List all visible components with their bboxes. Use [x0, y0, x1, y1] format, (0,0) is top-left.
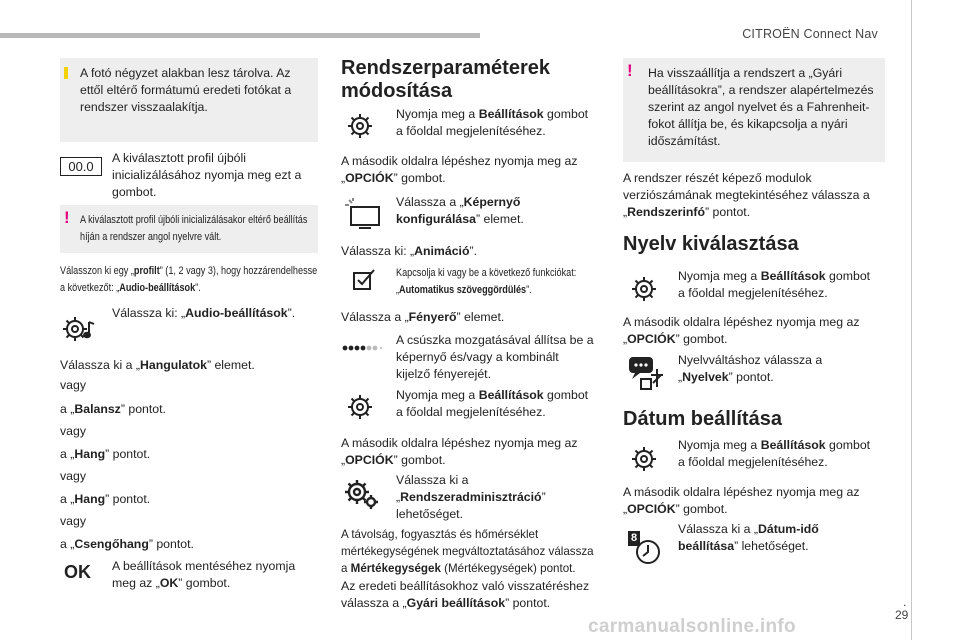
running-header: CITROËN Connect Nav	[742, 27, 878, 41]
slider-text: A csúszka mozgatásával állítsa be a képernyő és/vagy a kombinált kijelző fényerejét.	[396, 333, 594, 381]
clock-icon	[632, 536, 664, 566]
factory-warning-note	[623, 58, 885, 162]
choose-profile-text: Válasszon ki egy „profilt” (1, 2 vagy 3), hogy hozzárendelhesse a következőt: „Audio-beállítások”.	[60, 265, 318, 294]
animation-text: Válassza ki: „Animáció”.	[341, 244, 477, 258]
audio-text: Válassza ki: „Audio-beállítások”.	[112, 306, 296, 320]
settings-text-2: Nyomja meg a Beállítások gombot a főoldal megjelenítéséhez.	[396, 388, 589, 419]
audio-settings-icon	[60, 314, 98, 344]
modules-text: A rendszer részét képező modulok verziószámának megtekintéséhez válassza a „Rendszerinfó” pontot.	[623, 171, 870, 219]
brightness-slider-icon	[342, 343, 382, 353]
sound-text-1: a „Hang” pontot.	[60, 447, 151, 461]
warning-note	[60, 205, 318, 253]
or-4: vagy	[60, 514, 86, 528]
side-rule	[911, 0, 912, 640]
section-title-date: Dátum beállítása	[623, 408, 782, 430]
watermark: carmanualsonline.info	[588, 616, 796, 637]
settings-text-4: Nyomja meg a Beállítások gombot a főoldal megjelenítéséhez.	[678, 438, 871, 469]
warning-icon: !	[64, 208, 70, 227]
settings-gear-icon-4	[627, 444, 661, 474]
page-dot: .	[903, 595, 907, 609]
or-2: vagy	[60, 424, 86, 438]
balance-text: a „Balansz” pontot.	[60, 402, 166, 416]
or-3: vagy	[60, 469, 86, 483]
system-admin-text: Válassza ki a „Rendszeradminisztráció” lehetőséget.	[396, 473, 546, 521]
reset-text: A kiválasztott profil újbóli inicializálásához nyomja meg ezt a gombot.	[112, 151, 302, 199]
info-note	[60, 58, 318, 142]
ok-text: A beállítások mentéséhez nyomja meg az „OK” gombot.	[112, 559, 296, 590]
language-text: Nyelvváltáshoz válassza a „Nyelvek” pontot.	[678, 353, 823, 384]
warning-text: A kiválasztott profil újbóli inicializálásakor eltérő beállítás híján a rendszer angol nyelvre vált.	[80, 214, 308, 243]
section-title-language: Nyelv kiválasztása	[623, 233, 799, 255]
factory-warning-text: Ha visszaállítja a rendszert a „Gyári beállításokra”, a rendszer alapértelmezés szerint az angol nyelvet és a Fahrenheit-fokot állítja be, és kikapcsolja a nyári időszámítást.	[648, 66, 874, 148]
language-icon	[627, 355, 667, 391]
settings-gear-icon-3	[627, 274, 661, 304]
checkbox-icon	[352, 268, 378, 292]
mood-text: Válassza ki a „Hangulatok” elemet.	[60, 358, 255, 372]
or-1: vagy	[60, 378, 86, 392]
top-rule	[0, 33, 480, 38]
second-page-text-2: A második oldalra lépéshez nyomja meg az „OPCIÓK” gombot.	[341, 436, 578, 467]
reset-code-icon: 00.0	[60, 157, 102, 176]
screen-config-icon	[343, 197, 383, 231]
info-bar-icon	[64, 67, 68, 79]
screen-config-text: Válassza a „Képernyő konfigurálása” elemet.	[396, 195, 524, 226]
factory-text: Az eredeti beállításokhoz való visszatéréshez válassza a „Gyári beállítások” pontot.	[341, 579, 590, 610]
checkbox-text: Kapcsolja ki vagy be a következő funkciókat: „Automatikus szöveggördülés”.	[396, 267, 577, 296]
mute-text: a „Csengőhang” pontot.	[60, 537, 194, 551]
ok-icon: OK	[64, 562, 91, 582]
date-text: Válassza ki a „Dátum-idő beállítása” lehetőséget.	[678, 522, 819, 553]
second-page-text-1: A második oldalra lépéshez nyomja meg az „OPCIÓK” gombot.	[341, 154, 578, 185]
warning-icon-2: !	[627, 61, 633, 80]
info-note-text: A fotó négyzet alakban lesz tárolva. Az ettől eltérő formátumú eredeti fotókat a rendszer visszaalakítja.	[80, 66, 292, 114]
section-title-system: Rendszerparaméterek módosítása	[341, 57, 550, 102]
system-admin-icon	[343, 478, 381, 510]
units-text: A távolság, fogyasztás és hőmérséklet mértékegységének megváltoztatásához válassza a Mértékegységek (Mértékegységek) pontot.	[341, 528, 594, 575]
settings-gear-icon	[343, 111, 377, 141]
sound-text-2: a „Hang” pontot.	[60, 492, 151, 506]
settings-text-1: Nyomja meg a Beállítások gombot a főoldal megjelenítéséhez.	[396, 107, 589, 138]
second-page-text-3: A második oldalra lépéshez nyomja meg az „OPCIÓK” gombot.	[623, 315, 860, 346]
second-page-text-4: A második oldalra lépéshez nyomja meg az „OPCIÓK” gombot.	[623, 485, 860, 516]
settings-text-3: Nyomja meg a Beállítások gombot a főoldal megjelenítéséhez.	[678, 269, 871, 300]
brightness-text: Válassza a „Fényerő” elemet.	[341, 310, 505, 324]
settings-gear-icon-2	[343, 392, 377, 422]
page-number: 29	[895, 608, 909, 622]
step-8-badge-icon: 8	[628, 531, 640, 546]
